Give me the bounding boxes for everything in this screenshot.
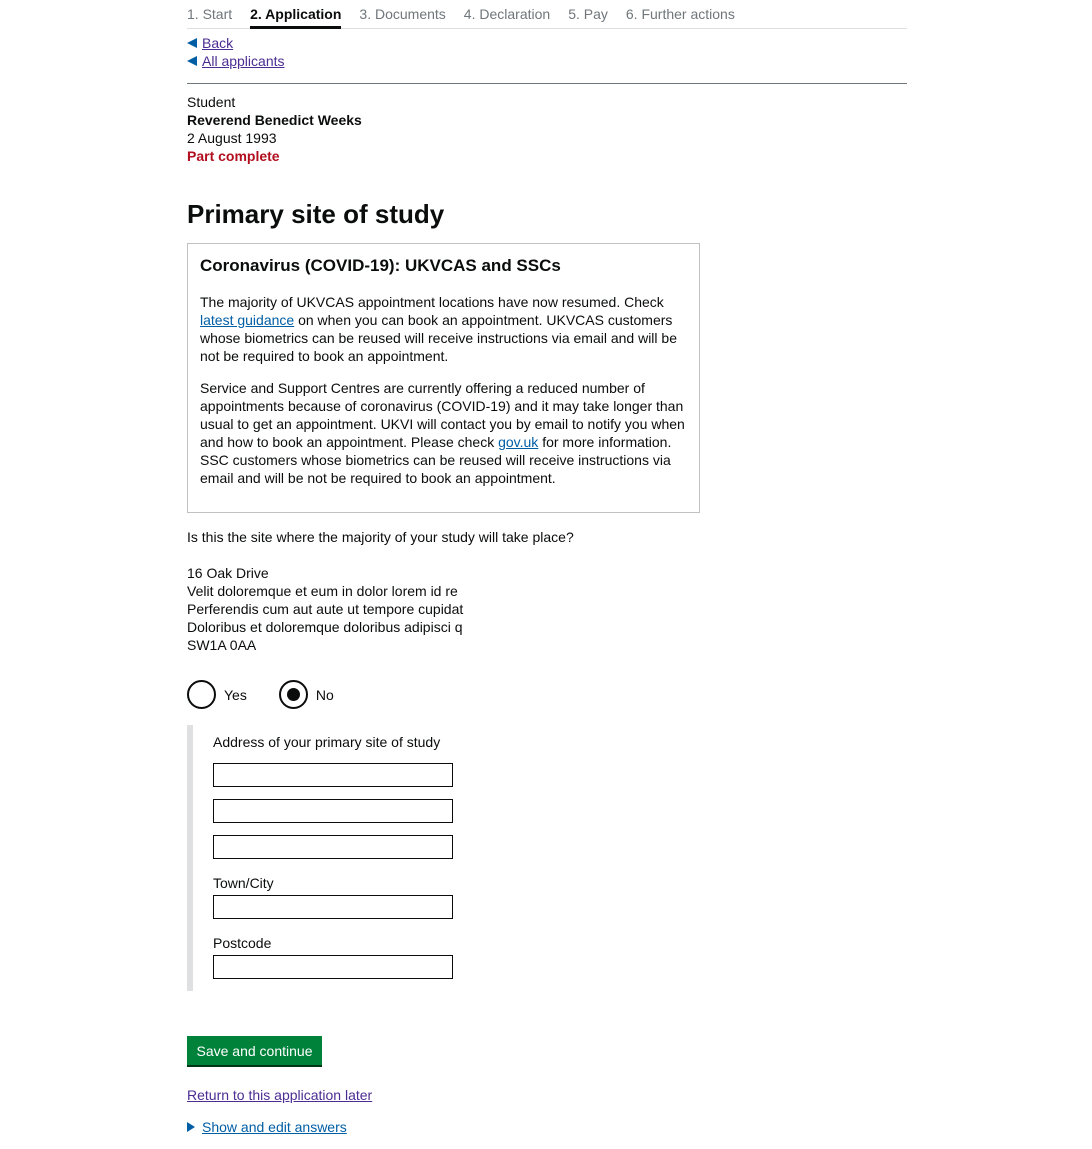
notice-text: The majority of UKVCAS appointment locations have now resumed. Check bbox=[200, 294, 664, 310]
step-pay: 5. Pay bbox=[568, 6, 608, 22]
address-form-panel bbox=[187, 725, 487, 991]
latest-guidance-link[interactable]: latest guidance bbox=[200, 312, 295, 328]
yes-no-radio-group bbox=[187, 680, 366, 709]
back-arrow-icon bbox=[187, 56, 197, 66]
applicant-dob: 2 August 1993 bbox=[187, 130, 277, 146]
gov-uk-link[interactable]: gov.uk bbox=[498, 434, 539, 450]
return-later-link[interactable]: Return to this application later bbox=[187, 1087, 373, 1103]
address-label: Address of your primary site of study bbox=[213, 734, 441, 750]
expand-arrow-icon bbox=[187, 1122, 195, 1132]
address-line: Velit doloremque et eum in dolor lorem id re bbox=[187, 583, 458, 599]
notice-paragraph-1 bbox=[200, 293, 687, 365]
notice-heading: Coronavirus (COVID-19): UKVCAS and SSCs bbox=[200, 256, 561, 275]
radio-yes[interactable] bbox=[187, 680, 247, 709]
notice-text: Service and Support Centres are currently offering a reduced number of appointments because of coronavirus (COVID-19) and it may take longer than usual to get an appointment. UKVI will contact you by email to notify you when and how to book an appointment. Please check bbox=[200, 380, 685, 450]
step-further-actions: 6. Further actions bbox=[625, 6, 735, 22]
radio-no-label[interactable]: No bbox=[315, 686, 334, 703]
status-badge: Part complete bbox=[187, 148, 280, 164]
step-navigation bbox=[187, 0, 907, 29]
all-applicants-link-row[interactable] bbox=[187, 53, 285, 69]
save-and-continue-button[interactable]: Save and continue bbox=[187, 1036, 322, 1065]
step-declaration: 4. Declaration bbox=[463, 6, 551, 22]
step-application[interactable]: 2. Application bbox=[250, 0, 341, 29]
notice-paragraph-2 bbox=[200, 379, 687, 487]
address-line: SW1A 0AA bbox=[187, 637, 257, 653]
notice-text: on when you can book an appointment. UKVCAS customers whose biometrics can be reused will receive instructions via email and will be not be required to book an appointment. bbox=[200, 312, 677, 364]
step-start[interactable]: 1. Start bbox=[187, 6, 233, 22]
question-text: Is this the site where the majority of your study will take place? bbox=[187, 529, 574, 545]
applicant-name: Reverend Benedict Weeks bbox=[187, 112, 362, 128]
radio-no[interactable] bbox=[279, 680, 334, 709]
back-arrow-icon bbox=[187, 38, 197, 48]
address-line: Perferendis cum aut aute ut tempore cupidat bbox=[187, 601, 464, 617]
divider bbox=[187, 83, 907, 84]
notice-text: for more information. SSC customers whose biometrics can be reused will receive instructions via email and will be not be required to book an appointment. bbox=[200, 434, 672, 486]
postcode-input[interactable] bbox=[213, 955, 453, 979]
current-address bbox=[187, 564, 463, 654]
covid-notice bbox=[187, 243, 700, 513]
radio-no-circle[interactable] bbox=[279, 680, 308, 709]
page-title: Primary site of study bbox=[187, 199, 445, 229]
applicant-type: Student bbox=[187, 94, 236, 110]
postcode-label: Postcode bbox=[213, 935, 272, 951]
show-edit-answers-link[interactable]: Show and edit answers bbox=[202, 1119, 347, 1135]
applicant-summary bbox=[187, 93, 362, 165]
address-line-2-input[interactable] bbox=[213, 799, 453, 823]
address-line-3-input[interactable] bbox=[213, 835, 453, 859]
town-city-input[interactable] bbox=[213, 895, 453, 919]
back-link[interactable]: Back bbox=[202, 35, 234, 51]
show-edit-answers-toggle[interactable] bbox=[187, 1119, 347, 1135]
radio-yes-circle[interactable] bbox=[187, 680, 216, 709]
town-label: Town/City bbox=[213, 875, 274, 891]
back-link-row[interactable] bbox=[187, 35, 233, 51]
radio-yes-label[interactable]: Yes bbox=[224, 686, 247, 703]
step-documents: 3. Documents bbox=[359, 6, 446, 22]
address-line-1-input[interactable] bbox=[213, 763, 453, 787]
all-applicants-link[interactable]: All applicants bbox=[202, 53, 285, 69]
address-line: Doloribus et doloremque doloribus adipisci q bbox=[187, 619, 463, 635]
address-line: 16 Oak Drive bbox=[187, 565, 269, 581]
